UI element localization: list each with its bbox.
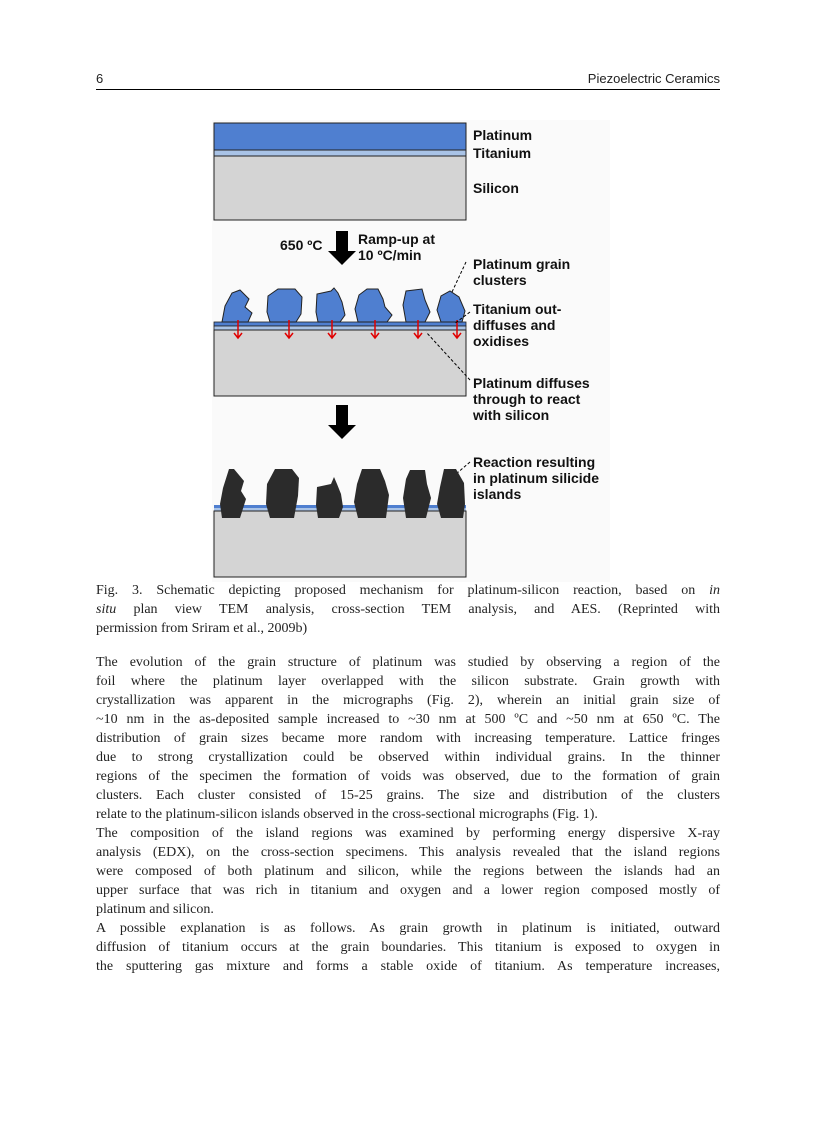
text-line: relate to the platinum-silicon islands observed in the cross-sectional micrographs (Fig. 1). (96, 807, 598, 822)
text-line: upper surface that was rich in titanium and oxygen and a lower region composed mostly of (96, 883, 720, 898)
label-pt-3: with silicon (473, 407, 550, 423)
page-header (96, 71, 720, 90)
label-titanium: Titanium (473, 145, 532, 161)
label-rx-3: islands (473, 486, 522, 502)
label-ramp-1: Ramp-up at (358, 231, 435, 247)
caption-italic: situ (96, 602, 117, 617)
label-platinum: Platinum (473, 127, 533, 143)
caption-italic: in (709, 583, 720, 598)
paragraph-3 (96, 919, 720, 976)
text-line: A possible explanation is as follows. As grain growth in platinum is initiated, outward (96, 921, 720, 936)
paragraph-1 (96, 653, 720, 824)
body-text (96, 653, 720, 976)
label-rx-1: Reaction resulting (473, 454, 596, 470)
figure-caption (96, 581, 720, 638)
text-line: ~10 nm in the as-deposited sample increased to ~30 nm at 500 ºC and ~50 nm at 650 ºC. The (96, 712, 720, 727)
label-grain-2: clusters (473, 272, 527, 288)
caption-line (96, 581, 720, 600)
caption-text: Fig. 3. Schematic depicting proposed mechanism for platinum-silicon reaction, based on (96, 583, 710, 598)
text-line: regions of the specimen the formation of voids was observed, due to the formation of grain (96, 769, 720, 784)
text-line: due to strong crystallization could be observed within individual grains. In the thinner (96, 750, 720, 765)
text-line: The composition of the island regions was examined by performing energy dispersive X-ray (96, 826, 720, 841)
text-line: The evolution of the grain structure of platinum was studied by observing a region of the (96, 655, 720, 670)
text-line: were composed of both platinum and silicon, while the regions between the islands had an (96, 864, 720, 879)
caption-text: permission from Sriram et al., 2009b) (96, 621, 308, 636)
label-ti-1: Titanium out- (473, 301, 562, 317)
text-line: distribution of grain sizes became more random with increasing temperature. Lattice fringes (96, 731, 720, 746)
caption-line (96, 600, 720, 619)
text-line: crystallization was apparent in the micrographs (Fig. 2), wherein an initial grain size of (96, 693, 720, 708)
silicon-substrate (214, 156, 466, 220)
page-number: 6 (96, 71, 104, 86)
label-silicon: Silicon (473, 180, 519, 196)
figure-schematic (212, 120, 612, 582)
text-line: analysis (EDX), on the cross-section specimens. This analysis revealed that the island regions (96, 845, 720, 860)
label-ti-2: diffuses and (473, 317, 556, 333)
label-grain-1: Platinum grain (473, 256, 571, 272)
text-line: foil where the platinum layer overlapped with the silicon substrate. Grain growth with (96, 674, 720, 689)
text-line: diffusion of titanium occurs at the grain boundaries. This titanium is exposed to oxygen in (96, 940, 720, 955)
label-ti-3: oxidises (473, 333, 530, 349)
titanium-layer (214, 150, 466, 156)
text-line: clusters. Each cluster consisted of 15-25 grains. The size and distribution of the clusters (96, 788, 720, 803)
paragraph-2 (96, 824, 720, 919)
label-pt-2: through to react (473, 391, 581, 407)
text-line: the sputtering gas mixture and forms a stable oxide of titanium. As temperature increases, (96, 959, 720, 974)
label-temperature: 650 ºC (280, 237, 323, 253)
platinum-layer (214, 123, 466, 150)
label-rx-2: in platinum silicide (473, 470, 600, 486)
caption-text: plan view TEM analysis, cross-section TEM analysis, and AES. (Reprinted with (116, 602, 720, 617)
label-pt-1: Platinum diffuses (473, 375, 590, 391)
text-line: platinum and silicon. (96, 902, 214, 917)
running-title: Piezoelectric Ceramics (587, 71, 720, 86)
label-ramp-2: 10 ºC/min (358, 247, 422, 263)
